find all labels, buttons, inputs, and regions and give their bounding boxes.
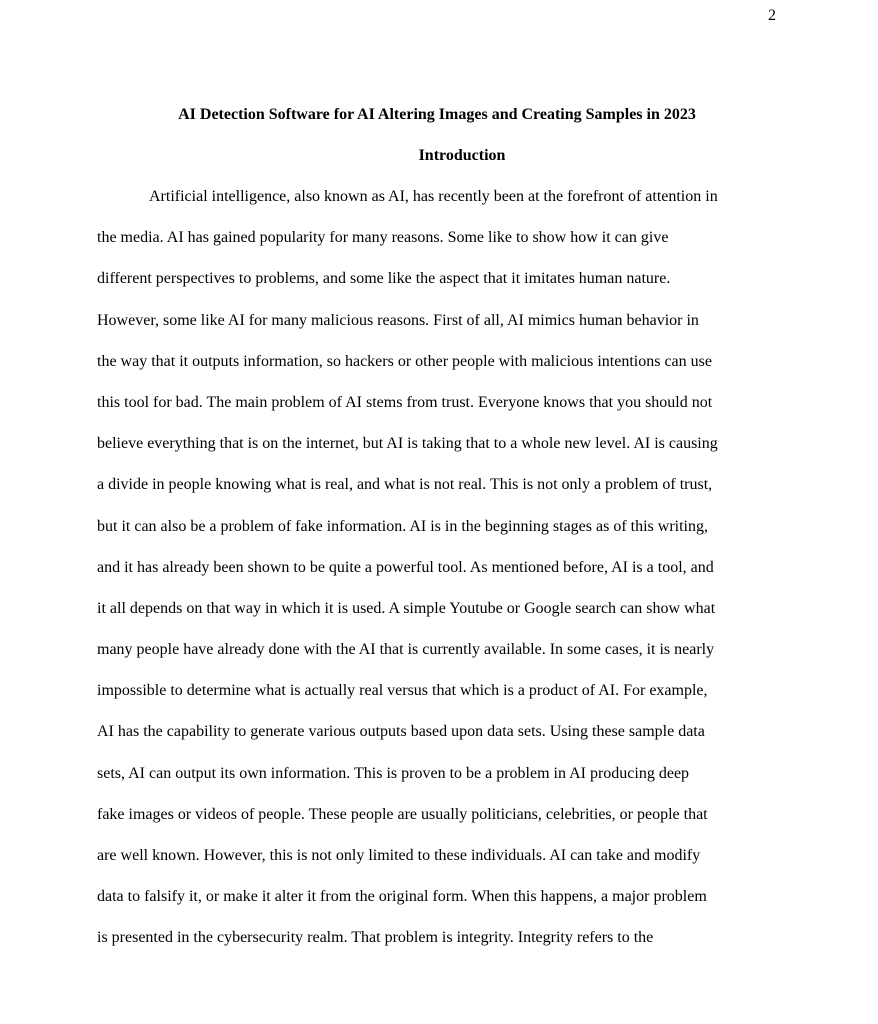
section-heading-introduction: Introduction	[418, 147, 506, 164]
paragraph-line: this tool for bad. The main problem of AI stems from trust. Everyone knows that you should not	[97, 393, 713, 411]
paragraph-line: data to falsify it, or make it alter it from the original form. When this happens, a major problem	[97, 888, 707, 906]
paragraph-line: AI has the capability to generate various outputs based upon data sets. Using these sample data	[97, 723, 705, 741]
paragraph-line: is presented in the cybersecurity realm. That problem is integrity. Integrity refers to the	[97, 929, 654, 947]
paragraph-line: and it has already been shown to be quite a powerful tool. As mentioned before, AI is a tool, and	[97, 558, 714, 576]
paragraph-line: many people have already done with the AI that is currently available. In some cases, it is nearly	[97, 641, 715, 659]
paragraph-line: but it can also be a problem of fake information. AI is in the beginning stages as of this writing,	[97, 517, 708, 535]
paragraph-line: a divide in people knowing what is real, and what is not real. This is not only a problem of trust,	[97, 476, 713, 494]
paragraph-line: However, some like AI for many malicious reasons. First of all, AI mimics human behavior in	[97, 311, 699, 329]
paragraph-line: Artificial intelligence, also known as AI, has recently been at the forefront of attention in	[149, 188, 718, 205]
paragraph-line: sets, AI can output its own information. This is proven to be a problem in AI producing deep	[97, 764, 690, 782]
paragraph-line: the way that it outputs information, so hackers or other people with malicious intentions can use	[97, 352, 712, 370]
paper-title: AI Detection Software for AI Altering Images and Creating Samples in 2023	[178, 106, 696, 123]
paragraph-line: different perspectives to problems, and some like the aspect that it imitates human nature.	[97, 270, 671, 288]
paragraph-line: believe everything that is on the internet, but AI is taking that to a whole new level. AI is causing	[97, 435, 718, 453]
paragraph-line: it all depends on that way in which it is used. A simple Youtube or Google search can show what	[97, 599, 716, 617]
paragraph-line: the media. AI has gained popularity for many reasons. Some like to show how it can give	[97, 229, 669, 247]
page-number: 2	[768, 7, 776, 24]
paragraph-line: fake images or videos of people. These people are usually politicians, celebrities, or people that	[97, 805, 708, 823]
introduction-paragraph	[97, 185, 787, 968]
paragraph-line: impossible to determine what is actually real versus that which is a product of AI. For example,	[97, 682, 708, 700]
paragraph-line: are well known. However, this is not only limited to these individuals. AI can take and modify	[97, 847, 701, 864]
